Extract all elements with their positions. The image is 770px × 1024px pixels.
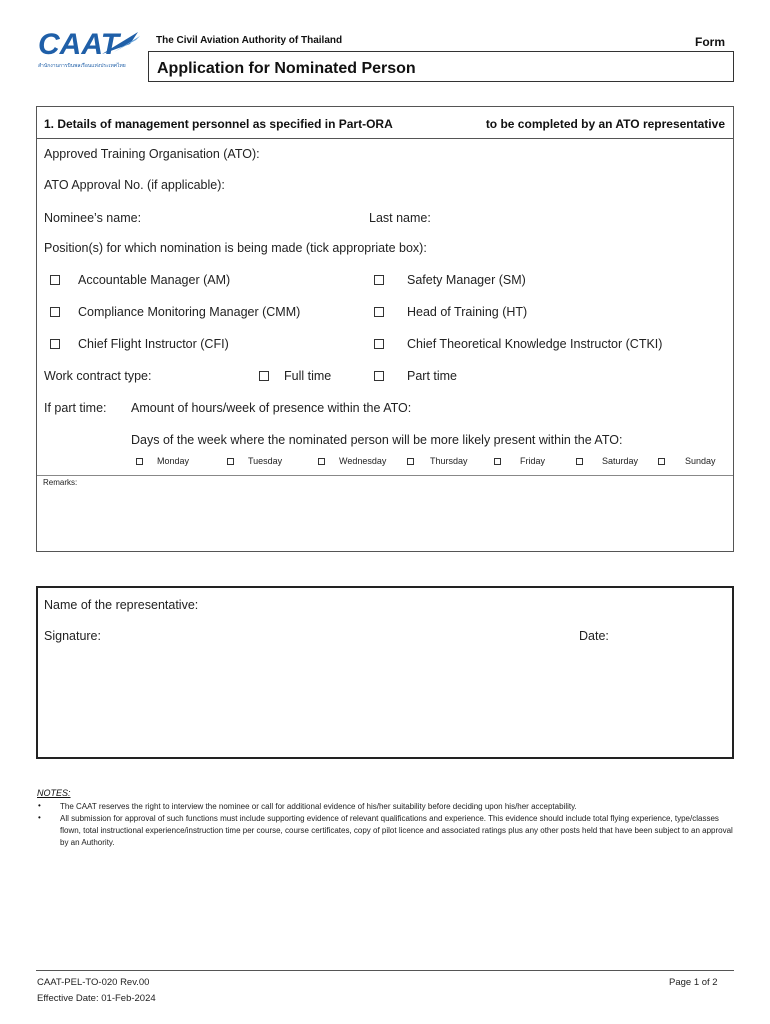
airplane-swoosh-icon [100,30,142,56]
approval-no-label: ATO Approval No. (if applicable): [44,178,225,192]
ht-checkbox[interactable] [374,307,384,317]
thursday-label: Thursday [430,456,468,466]
note-bullet: • [38,813,41,822]
full-time-label: Full time [284,369,332,383]
sunday-label: Sunday [685,456,716,466]
note-item-2: All submission for approval of such functions must include supporting evidence of relevant qualifications and experience. This evidence should include total flying experience, type/classes flown, total instructional experience/instruction time per course, course certificates, copy of pilot licence and associated ratings plus any other posts held that have been subject to an approval by an Authority. [60,814,733,847]
friday-checkbox[interactable] [494,458,501,465]
saturday-label: Saturday [602,456,639,466]
days-prompt: Days of the week where the nominated person will be more likely present within the ATO: [131,433,623,447]
organisation-name: The Civil Aviation Authority of Thailand [156,35,343,46]
sm-label: Safety Manager (SM) [407,273,526,287]
hours-prompt: Amount of hours/week of presence within the ATO: [131,401,412,415]
section-1-header [37,107,733,139]
ato-label: Approved Training Organisation (ATO): [44,147,260,161]
ctki-checkbox[interactable] [374,339,384,349]
wednesday-checkbox[interactable] [318,458,325,465]
wednesday-label: Wednesday [339,456,387,466]
cfi-checkbox[interactable] [50,339,60,349]
note-item-1: The CAAT reserves the right to interview the nominee or call for additional evidence of his/her suitability before deciding upon his/her acceptability. [60,802,577,811]
saturday-checkbox[interactable] [576,458,583,465]
title-box [148,51,734,82]
tuesday-label: Tuesday [248,456,283,466]
nominee-name-label: Nominee’s name: [44,211,142,225]
representative-name-label: Name of the representative: [44,598,199,612]
cmm-checkbox[interactable] [50,307,60,317]
note-bullet: • [38,801,41,810]
tuesday-checkbox[interactable] [227,458,234,465]
cfi-label: Chief Flight Instructor (CFI) [78,337,229,351]
positions-prompt: Position(s) for which nomination is being made (tick appropriate box): [44,241,427,255]
representative-box [36,586,734,759]
document-id: CAAT-PEL-TO-020 Rev.00 [37,977,150,988]
page-title: Application for Nominated Person [157,60,416,77]
am-label: Accountable Manager (AM) [78,273,231,287]
remarks-divider [37,475,733,476]
sunday-checkbox[interactable] [658,458,665,465]
form-label: Form [695,35,725,49]
section-1-heading-right: to be completed by an ATO representative [485,117,725,131]
logo-text: CAAT [38,28,120,61]
last-name-label: Last name: [369,211,431,225]
cmm-label: Compliance Monitoring Manager (CMM) [78,305,301,319]
ctki-label: Chief Theoretical Knowledge Instructor (CTKI) [407,337,663,351]
monday-label: Monday [157,456,190,466]
part-time-label: Part time [407,369,458,383]
section-1-box [36,106,734,552]
part-time-checkbox[interactable] [374,371,384,381]
ht-label: Head of Training (HT) [407,305,528,319]
section-1-heading: 1. Details of management personnel as specified in Part-ORA [44,117,393,131]
effective-date: Effective Date: 01-Feb-2024 [37,993,156,1004]
notes-title: NOTES: [37,788,71,798]
logo-subtext: สำนักงานการบินพลเรือนแห่งประเทศไทย [38,63,126,69]
remarks-label[interactable]: Remarks: [43,478,78,487]
sm-checkbox[interactable] [374,275,384,285]
friday-label: Friday [520,456,546,466]
caat-logo [38,30,143,72]
contract-type-label: Work contract type: [44,369,152,383]
footer-divider [36,970,734,971]
page-number: Page 1 of 2 [669,977,718,988]
full-time-checkbox[interactable] [259,371,269,381]
date-label: Date: [579,629,609,643]
thursday-checkbox[interactable] [407,458,414,465]
am-checkbox[interactable] [50,275,60,285]
if-part-time-label: If part time: [44,401,107,415]
signature-label: Signature: [44,629,101,643]
monday-checkbox[interactable] [136,458,143,465]
